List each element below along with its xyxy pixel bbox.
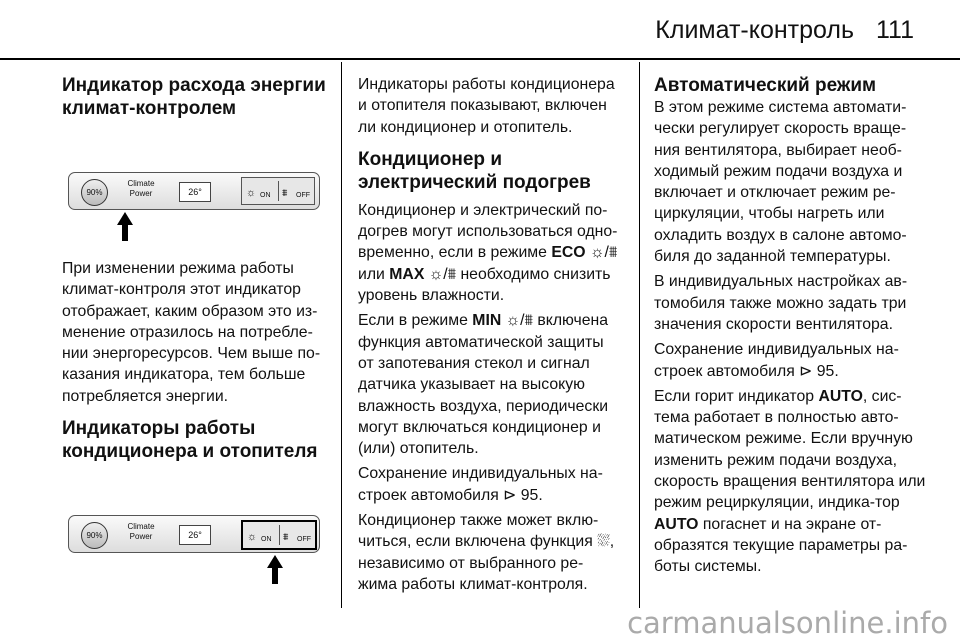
page-header [655, 16, 914, 45]
climate-power-label: Climate Power [127, 522, 155, 542]
climate-power-label: Climate Power [127, 179, 155, 198]
column-3 [654, 74, 926, 582]
climate-panel [68, 172, 320, 210]
paragraph: Индикаторы работы кондиционера и отопителя показывают, включен ли кондиционер и отопитель. [358, 76, 615, 136]
heading-ac-heating: Кондиционер и электрический подогрев [358, 148, 591, 193]
column-divider [639, 62, 640, 608]
paragraph: Кондиционер также может вклю-читься, если включена функция ⛆, независимо от выбранного ре-жима работы климат-контроля. [358, 512, 615, 593]
climate-panel-figure-1 [62, 134, 328, 244]
paragraph: Если горит индикатор AUTO, сис-тема работает в полностью авто-матическом режиме. Если вручную изменить режим подачи воздуха, скорость вращения вентилятора или режим рециркуляции, индика-тор AUTO погаснет и на экране от-образятся текущие параметры ра-боты системы. [654, 387, 926, 576]
arrow-up-icon [267, 555, 283, 568]
snowflake-icon: ☼ [246, 187, 257, 199]
paragraph: Сохранение индивидуальных на-строек автомобиля ⊳ 95. [654, 341, 899, 380]
heading-energy-indicator: Индикатор расхода энергии климат-контролем [62, 75, 326, 119]
column-1 [62, 74, 328, 601]
econ-gauge: 90% [81, 522, 108, 549]
econ-gauge: 90% [81, 179, 108, 206]
heading-auto-mode: Автоматический режим [654, 75, 877, 96]
temperature-display: 26° [179, 182, 211, 202]
ac-heat-indicator: ☼ ON ⩩ OFF [241, 177, 315, 205]
paragraph: Если в режиме MIN ☼/⩩ включена функция автоматической защиты от запотевания стекол и сигнал датчика указывает на высокую влажность воздуха, периодически могут включаться кондиционер и (или) отопитель. [358, 312, 609, 458]
column-2 [358, 74, 620, 599]
page-title: Климат-контроль [655, 16, 854, 44]
header-rule [0, 58, 960, 60]
climate-panel [68, 515, 320, 553]
paragraph: При изменении режима работы климат-контроля этот индикатор отображает, каким образом это из-менение отразилось на потребле-нии энергоресурсов. Чем выше по-казания индикатора, тем больше потребляется энергии. [62, 260, 321, 405]
heater-icon: ⩩ [283, 532, 289, 544]
page-number: 111 [875, 16, 914, 44]
paragraph: В индивидуальных настройках ав-томобиля также можно задать три значения скорости вентилятора. [654, 273, 908, 333]
snowflake-icon: ☼ [247, 531, 258, 544]
paragraph: Сохранение индивидуальных на-строек автомобиля ⊳ 95. [358, 465, 603, 504]
climate-panel-figure-2 [62, 477, 328, 587]
column-divider [341, 62, 342, 608]
paragraph: Кондиционер и электрический по-догрев могут использоваться одно-временно, если в режиме ECO ☼/⩩ или MAX ☼/⩩ необходимо снизить уровень влажности. [358, 201, 618, 305]
ac-heat-indicator: ☼ ON ⩩ OFF [241, 520, 317, 550]
arrow-up-icon [117, 212, 133, 225]
temperature-display: 26° [179, 525, 211, 545]
heading-indicators: Индикаторы работы кондиционера и отопителя [62, 418, 318, 463]
heater-icon: ⩩ [282, 188, 288, 199]
paragraph: В этом режиме система автомати-чески регулирует скорость враще-ния вентилятора, выбирает необ-ходимый режим подачи воздуха и включает и отключает режим ре-циркуляции, чтобы нагреть или охладить воздух в салоне автомо-биля до заданной температуры. [654, 99, 907, 266]
watermark: carmanualsonline.info [627, 606, 948, 640]
